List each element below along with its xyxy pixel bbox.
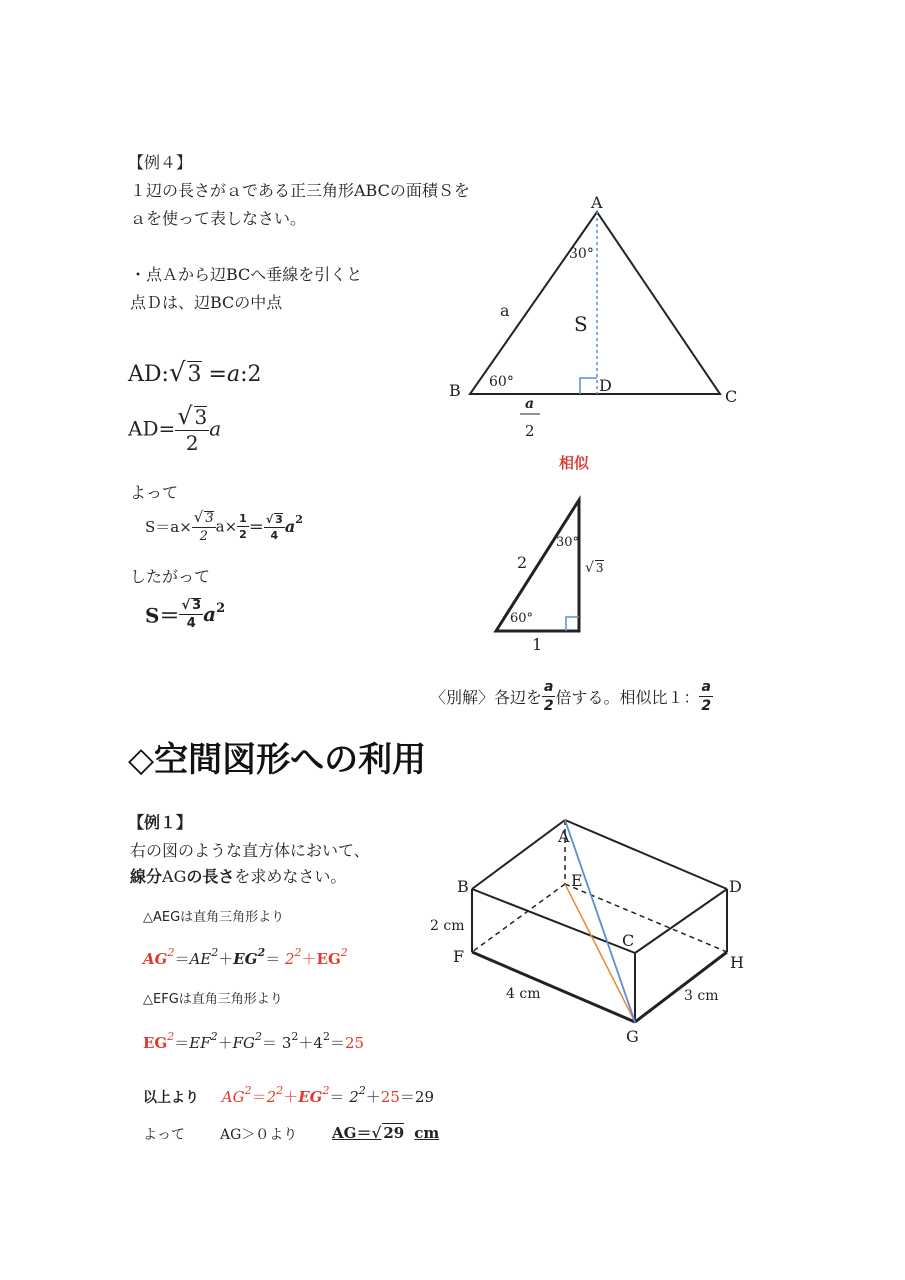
right-angle-mark-small [566, 617, 579, 631]
vertex-b-label: B [449, 381, 461, 400]
small-base-label: 1 [532, 635, 543, 654]
ratio-expression: AD:√3 =a:2 [128, 358, 262, 388]
section-title: ◇空間図形への利用 [128, 740, 427, 780]
half-a-numerator: a [525, 396, 535, 412]
depth-label: 3 cm [684, 988, 719, 1004]
small-angle-30-label: 30° [556, 535, 580, 550]
equation-3: 以上より $AG^2=2^2+EG^2= 2^2+25=29$ [143, 1084, 434, 1106]
small-height-label: √ 3 [585, 560, 604, 576]
similar-label: 相似 [559, 454, 590, 472]
box-h-label: H [730, 953, 744, 972]
box-c-label: C [622, 931, 635, 950]
area-s-label: S [574, 312, 588, 336]
small-right-triangle [496, 500, 579, 631]
example4-note-line1: ・点Ａから辺BCへ垂線を引くと [130, 265, 363, 284]
box-a-label: A [558, 827, 570, 846]
right-angle-mark-d [580, 378, 597, 394]
example4-problem-line2: ａを使って表しなさい。 [130, 209, 307, 228]
vertex-d-label: D [599, 376, 612, 395]
area-calculation: S＝a× $\frac{√ 3}{2}$ a× $\frac{1}{2}$ ＝ $\frac{√ 3}{4}$ $a^2$ [145, 508, 303, 544]
side-a-label: a [500, 301, 510, 320]
box-b-label: B [457, 877, 469, 896]
box-d-label: D [729, 877, 742, 896]
half-a-denominator: 2 [525, 422, 535, 440]
box-g-label: G [626, 1027, 639, 1046]
area-answer: S＝ $\frac{√ 3}{4}$ $a^2$ [145, 598, 226, 631]
final-answer: AG＝√ 29 cm [332, 1124, 440, 1142]
vertex-a-label: A [591, 193, 603, 212]
box-e-label: E [571, 871, 583, 890]
small-angle-60-label: 60° [510, 611, 534, 626]
final-yotte: よって [143, 1127, 185, 1143]
example1-heading: 【例１】 [128, 813, 193, 832]
example1-line2: 線分AGの長さを求めなさい。 [130, 867, 347, 886]
example1-line1: 右の図のような直方体において、 [130, 841, 370, 860]
example4-note-line2: 点Ｄは、辺BCの中点 [130, 293, 283, 312]
yotte-text: よって [130, 483, 179, 502]
width-label: 4 cm [506, 986, 541, 1002]
segment-ag [565, 820, 635, 1022]
alternative-solution: 〈別解〉各辺を $\frac{a}{2}$ 倍する。相似比１： $\frac{a}{2}$ [430, 679, 712, 714]
efg-label: △EFGは直角三角形より [143, 992, 283, 1007]
equation-1: $AG^2=AE^2+EG^2= 2^2+EG^2$ [143, 946, 348, 968]
example4-heading: 【例４】 [128, 153, 193, 172]
small-hyp-label: 2 [517, 553, 528, 572]
example4-problem-line1: １辺の長さがａである正三角形ABCの面積Ｓを [130, 181, 470, 200]
shitagatte-text: したがって [130, 567, 211, 586]
segment-eg [565, 884, 635, 1022]
aeg-label: △AEGは直角三角形より [143, 910, 285, 925]
box-f-label: F [453, 947, 465, 966]
height-label: 2 cm [430, 918, 465, 934]
final-condition: AG＞０より [220, 1127, 298, 1143]
vertex-c-label: C [725, 387, 738, 406]
ad-expression: AD= $\frac{√ 3}{2}$ a [128, 402, 222, 455]
angle-30-label: 30° [569, 246, 594, 262]
angle-60-label: 60° [489, 374, 514, 390]
equation-2: $EG^2=EF^2+FG^2= 3^2+4^2=25$ [143, 1030, 365, 1052]
